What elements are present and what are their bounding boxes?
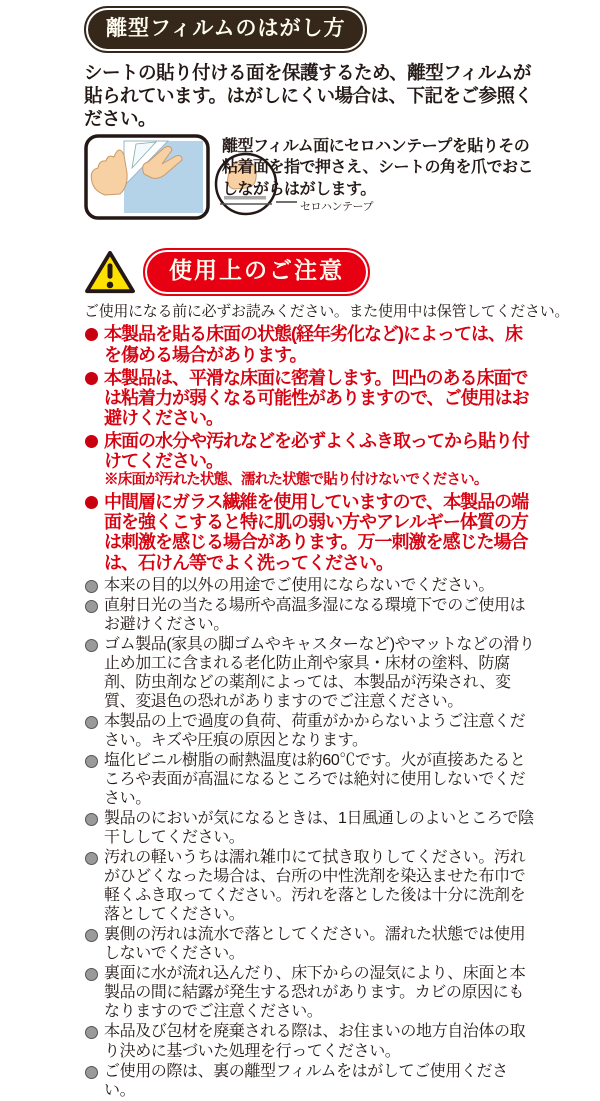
bullet-icon xyxy=(85,496,98,509)
bullet-icon xyxy=(85,929,98,942)
caution-title: 使用上のご注意 xyxy=(147,252,366,292)
bullet-icon xyxy=(85,755,98,768)
caution-title-badge xyxy=(143,248,370,296)
peel-section xyxy=(84,6,536,236)
caution-text: ご使用の際は、裏の離型フィルムをはがしてご使用ください。 xyxy=(104,1062,508,1099)
caution-item-black xyxy=(84,1062,536,1100)
caution-text: 裏側の汚れは流水で落としてください。濡れた状態では使用しないでください。 xyxy=(104,926,526,963)
caution-red-list xyxy=(84,324,536,572)
caution-text: 裏面に水が流れ込んだり、床下からの湿気により、床面と本製品の間に結露が発生する恐れがあります。カビの原因にもなりますのでご注意ください。 xyxy=(104,965,526,1021)
caution-item-black xyxy=(84,596,536,634)
bullet-icon xyxy=(85,328,98,341)
bullet-icon xyxy=(85,1066,98,1079)
caution-header xyxy=(84,248,536,296)
bullet-icon xyxy=(85,435,98,448)
caution-text: 本製品は、平滑な床面に密着します。凹凸のある床面では粘着力が弱くなる可能性がありますので、ご使用はお避けください。 xyxy=(104,367,529,428)
caution-text: 本品及び包材を廃棄される際は、お住まいの地方自治体の取り決めに基づいた処理を行ってください。 xyxy=(104,1023,526,1060)
bullet-icon xyxy=(85,1026,98,1039)
peel-intro: シートの貼り付ける面を保護するため、離型フィルムが貼られています。はがしにくい場合は、下記をご参照ください。 xyxy=(84,62,533,130)
caution-item-red xyxy=(84,324,536,364)
caution-item-black xyxy=(84,751,536,808)
caution-item-black xyxy=(84,635,536,711)
bullet-icon xyxy=(85,716,98,729)
caution-text: 直射日光の当たる場所や高温多湿になる環境下でのご使用はお避けください。 xyxy=(104,596,526,633)
bullet-icon xyxy=(85,968,98,981)
caution-item-black xyxy=(84,576,536,595)
bullet-icon xyxy=(85,639,98,652)
peel-illustration-row xyxy=(84,134,536,236)
caution-black-list xyxy=(84,576,536,1100)
caution-text: ゴム製品(家具の脚ゴムやキャスターなど)やマットなどの滑り止め加工に含まれる老化防止剤や家具・床材の塗料、防腐剤、防虫剤などの薬剤によっては、本製品が汚染され、変質、変退色の恐れがありますのでご注意ください。 xyxy=(104,635,535,710)
caution-section xyxy=(84,248,570,1099)
caution-item-black xyxy=(84,809,536,847)
caution-text: 中間層にガラス繊維を使用していますので、本製品の端面を強くこすると特に肌の弱い方やアレルギー体質の方は刺激を感じる場合があります。万一刺激を感じた場合は、石けん等でよく洗ってください。 xyxy=(104,492,529,573)
caution-item-black xyxy=(84,964,536,1021)
bullet-icon xyxy=(85,600,98,613)
bullet-icon xyxy=(85,852,98,865)
caution-subnote: ※床面が汚れた状態、濡れた状態で貼り付けないでください。 xyxy=(104,472,488,489)
caution-item-red xyxy=(84,431,536,489)
peel-title-badge xyxy=(84,6,367,53)
caution-text: 本製品を貼る床面の状態(経年劣化など)によっては、床を傷める場合があります。 xyxy=(104,324,522,365)
caution-item-red xyxy=(84,492,536,573)
peel-title: 離型フィルムのはがし方 xyxy=(88,10,363,49)
warning-triangle-icon xyxy=(84,249,136,295)
caution-item-black xyxy=(84,1022,536,1060)
bullet-icon xyxy=(85,372,98,385)
tape-label: セロハンテープ xyxy=(300,201,373,214)
caution-item-black xyxy=(84,925,536,963)
caution-lead: ご使用になる前に必ずお読みください。また使用中は保管してください。 xyxy=(84,303,570,321)
caution-text: 本製品の上で過度の負荷、荷重がかからないようご注意ください。キズや圧痕の原因となります。 xyxy=(104,712,526,750)
caution-item-red xyxy=(84,368,536,428)
caution-item-black xyxy=(84,848,536,924)
caution-text: 汚れの軽いうちは濡れ雑巾にて拭き取りしてください。汚れがひどくなった場合は、台所の中性洗剤を染込ませた布巾で軽くふき取ってください。汚れを落とした後は十分に洗剤を落としてください。 xyxy=(104,849,526,924)
caution-text: 塩化ビニル樹脂の耐熱温度は約60℃です。火が直接あたるところや表面が高温になるところでは絶対に使用しないでください。 xyxy=(104,752,526,808)
bullet-icon xyxy=(85,813,98,826)
caution-item-black xyxy=(84,712,536,750)
caution-text: 床面の水分や汚れなどを必ずよくふき取ってから貼り付けてください。 xyxy=(104,431,529,472)
caution-text: 製品のにおいが気になるときは、1日風通しのよいところで陰干ししてください。 xyxy=(104,810,534,847)
peel-caption: 離型フィルム面にセロハンテープを貼りその粘着面を指で押さえ、シートの角を爪でおこしながらはがします。 xyxy=(222,138,533,198)
caution-text: 本来の目的以外の用途でご使用にならないでください。 xyxy=(104,576,495,594)
bullet-icon xyxy=(85,580,98,593)
instruction-sheet xyxy=(84,6,570,1101)
